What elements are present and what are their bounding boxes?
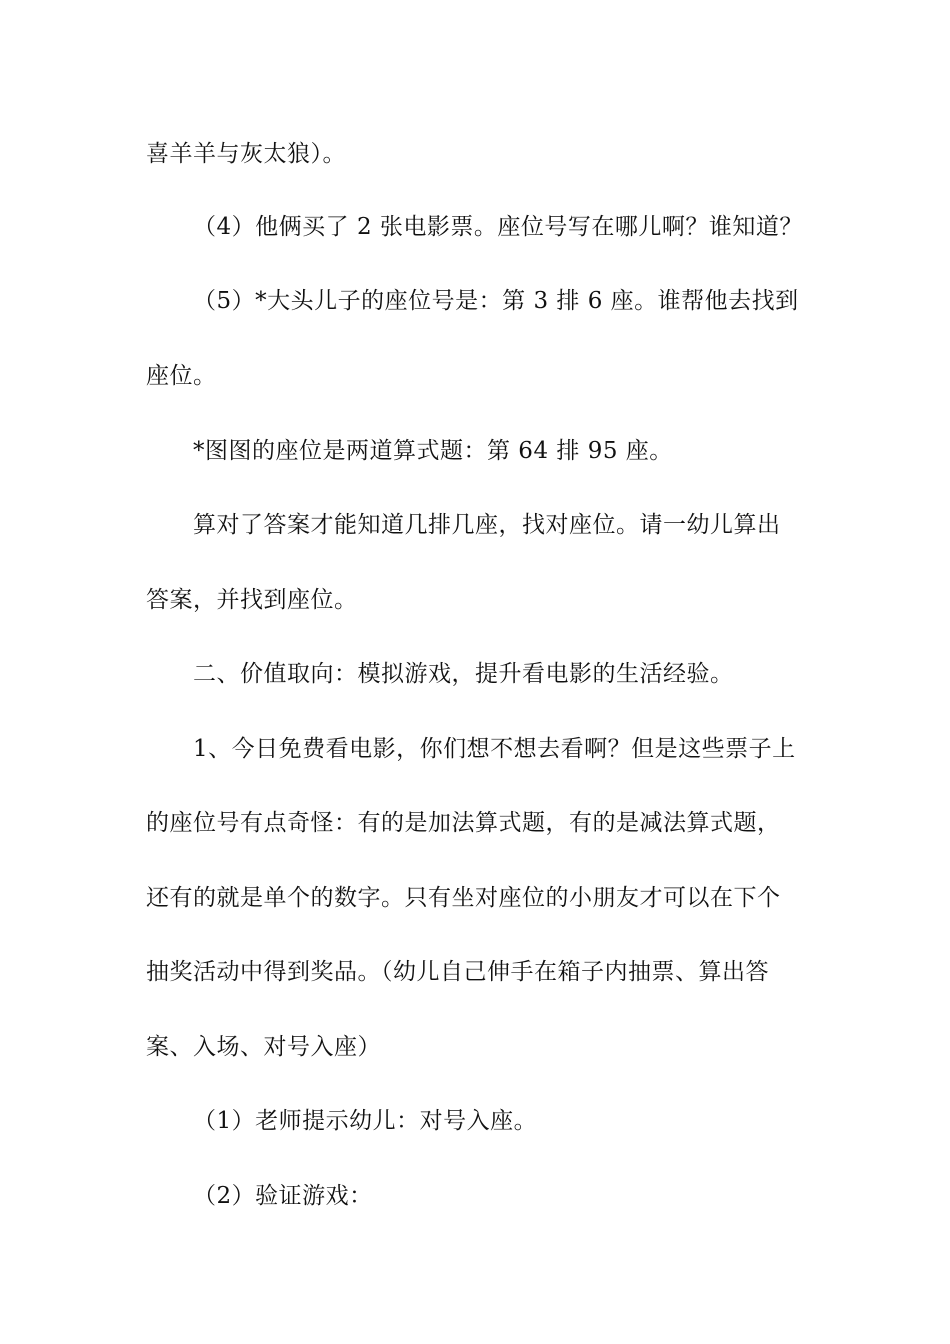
text-line-15: （2）验证游戏： xyxy=(193,1183,373,1209)
text-line-1: 喜羊羊与灰太狼）。 xyxy=(146,141,346,167)
text-line-7: 答案，并找到座位。 xyxy=(146,587,358,613)
text-line-6: 算对了答案才能知道几排几座，找对座位。请一幼儿算出 xyxy=(193,512,781,538)
text-line-12: 抽奖活动中得到奖品。（幼儿自己伸手在箱子内抽票、算出答 xyxy=(146,959,769,985)
text-line-2: （4）他俩买了 2 张电影票。座位号写在哪儿啊？谁知道？ xyxy=(193,214,803,240)
text-line-10: 的座位号有点奇怪：有的是加法算式题，有的是减法算式题， xyxy=(146,810,781,836)
text-line-14: （1）老师提示幼儿：对号入座。 xyxy=(193,1108,538,1134)
text-line-9: 1、今日免费看电影，你们想不想去看啊？但是这些票子上 xyxy=(193,736,796,762)
text-line-5: *图图的座位是两道算式题：第 64 排 95 座。 xyxy=(193,438,673,464)
text-line-8: 二、价值取向：模拟游戏，提升看电影的生活经验。 xyxy=(193,661,734,687)
text-line-3: （5）*大头儿子的座位号是：第 3 排 6 座。谁帮他去找到 xyxy=(193,288,799,314)
text-line-11: 还有的就是单个的数字。只有坐对座位的小朋友才可以在下个 xyxy=(146,885,781,911)
text-line-4: 座位。 xyxy=(146,363,217,389)
text-line-13: 案、入场、对号入座） xyxy=(146,1034,381,1060)
